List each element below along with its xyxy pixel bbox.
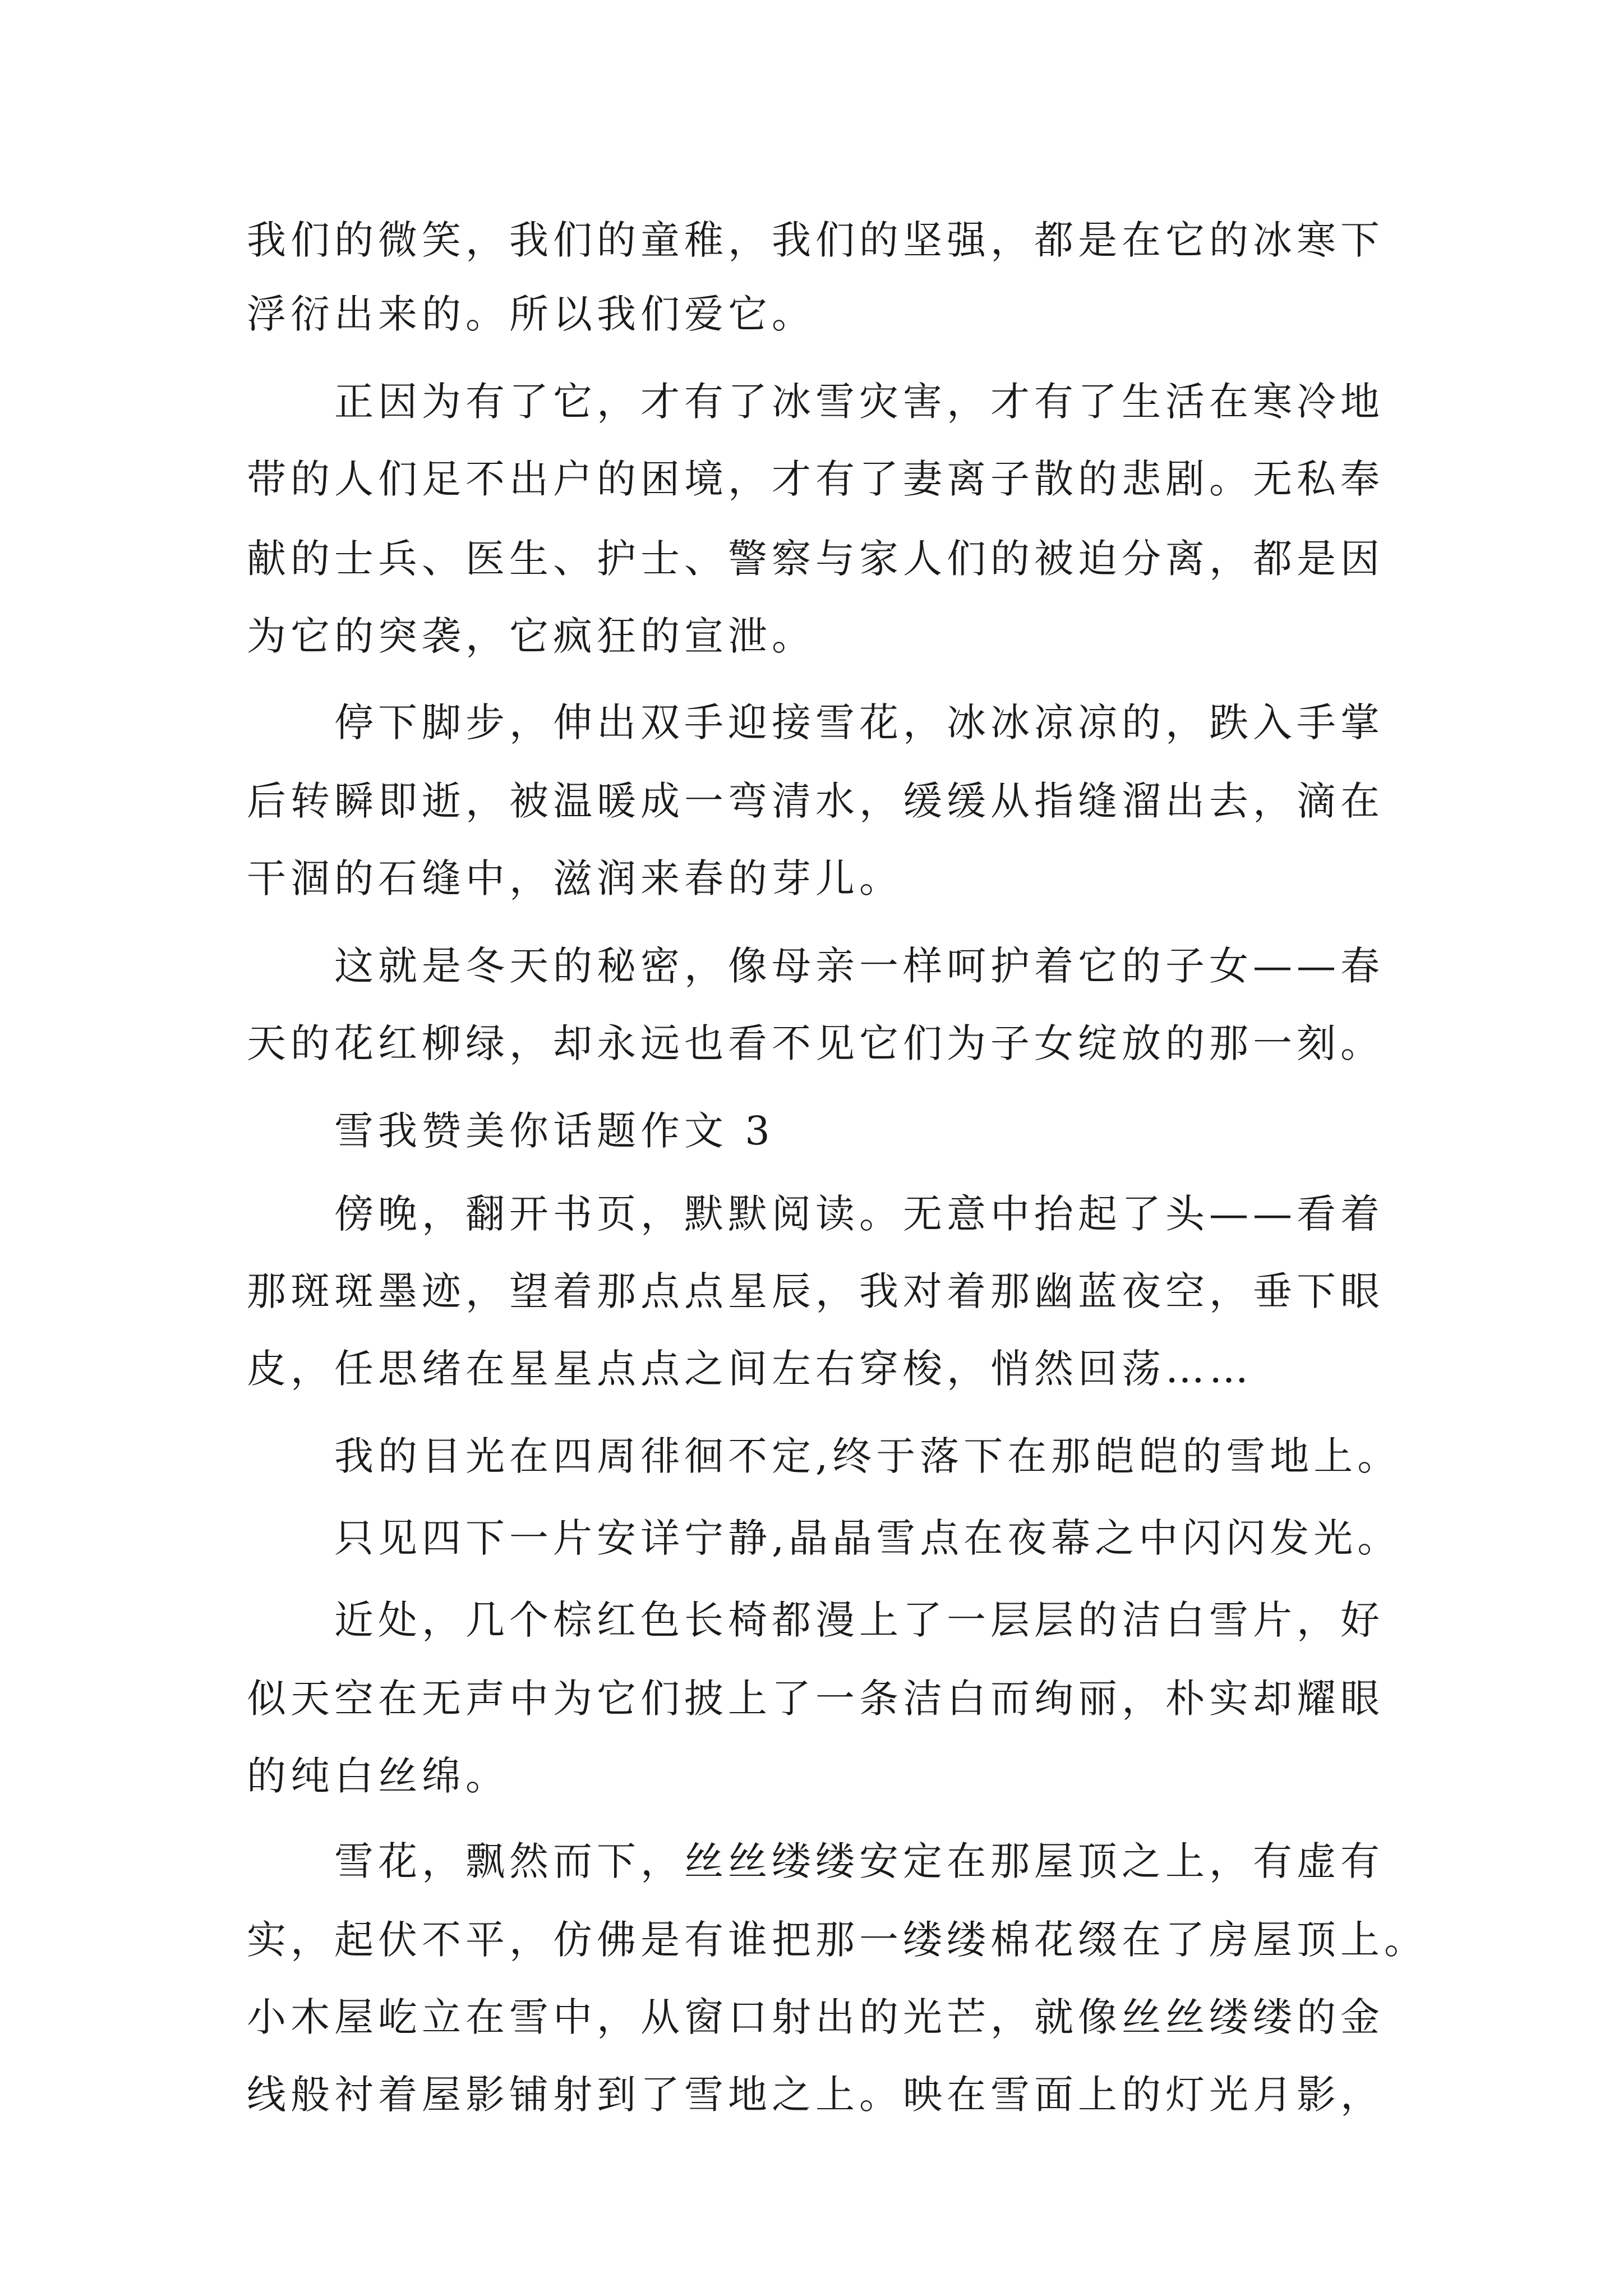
text-line: 天的花红柳绿，却永远也看不见它们为子女绽放的那一刻。 (247, 1020, 1384, 1066)
text-line: 为它的突袭，它疯狂的宣泄。 (247, 613, 815, 659)
text-line: 皮，任思绪在星星点点之间左右穿梭，悄然回荡…… (247, 1346, 1253, 1392)
paragraph-first-line: 停下脚步，伸出双手迎接雪花，冰冰凉凉的，跌入手掌 (334, 700, 1384, 746)
paragraph-first-line: 这就是冬天的秘密，像母亲一样呵护着它的子女——春 (334, 943, 1384, 989)
text-line: 后转瞬即逝，被温暖成一弯清水，缓缓从指缝溜出去，滴在 (247, 778, 1384, 824)
paragraph-first-line: 傍晚，翻开书页，默默阅读。无意中抬起了头——看着 (334, 1191, 1384, 1237)
text-line: 干涸的石缝中，滋润来春的芽儿。 (247, 855, 903, 901)
text-line: 实，起伏不平，仿佛是有谁把那一缕缕棉花缀在了房屋顶上。 (247, 1917, 1428, 1963)
text-line: 似天空在无声中为它们披上了一条洁白而绚丽，朴实却耀眼 (247, 1676, 1384, 1722)
text-line: 浮衍出来的。所以我们爱它。 (247, 291, 815, 337)
text-line: 线般衬着屋影铺射到了雪地之上。映在雪面上的灯光月影， (247, 2072, 1384, 2118)
text-line: 我们的微笑，我们的童稚，我们的坚强，都是在它的冰寒下 (247, 217, 1384, 263)
paragraph-first-line: 我的目光在四周徘徊不定,终于落下在那皑皑的雪地上。 (334, 1433, 1401, 1479)
paragraph-first-line: 只见四下一片安详宁静,晶晶雪点在夜幕之中闪闪发光。 (334, 1515, 1401, 1561)
text-line: 小木屋屹立在雪中，从窗口射出的光芒，就像丝丝缕缕的金 (247, 1994, 1384, 2040)
text-line: 的纯白丝绵。 (247, 1753, 509, 1799)
section-heading: 雪我赞美你话题作文 3 (334, 1108, 774, 1154)
paragraph-first-line: 正因为有了它，才有了冰雪灾害，才有了生活在寒冷地 (334, 379, 1384, 425)
paragraph-first-line: 雪花，飘然而下，丝丝缕缕安定在那屋顶之上，有虚有 (334, 1838, 1384, 1884)
paragraph-first-line: 近处，几个棕红色长椅都漫上了一层层的洁白雪片，好 (334, 1597, 1384, 1643)
text-line: 那斑斑墨迹，望着那点点星辰，我对着那幽蓝夜空，垂下眼 (247, 1268, 1384, 1314)
text-line: 献的士兵、医生、护士、警察与家人们的被迫分离，都是因 (247, 536, 1384, 582)
text-line: 带的人们足不出户的困境，才有了妻离子散的悲剧。无私奉 (247, 456, 1384, 502)
